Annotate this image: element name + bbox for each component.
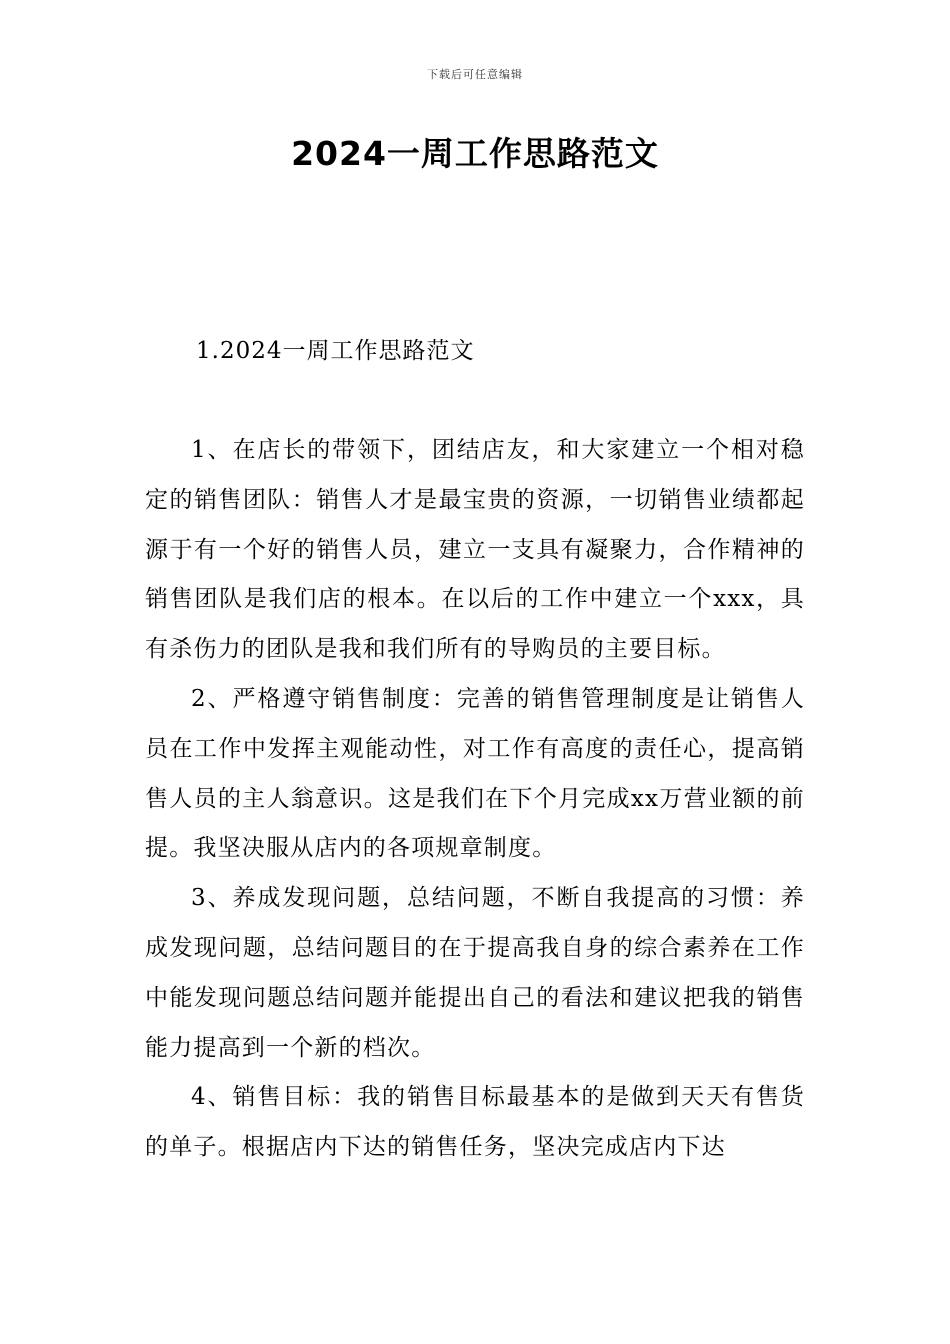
header-note: 下载后可任意编辑 [427, 68, 523, 81]
document-body [145, 426, 805, 1173]
document-title: 2024一周工作思路范文 [291, 134, 659, 173]
section-heading: 1.2024一周工作思路范文 [196, 338, 475, 364]
paragraph-4: 4、销售目标：我的销售目标最基本的是做到天天有售货的单子。根据店内下达的销售任务，坚决完成店内下达 [145, 1084, 805, 1161]
paragraph-2: 2、严格遵守销售制度：完善的销售管理制度是让销售人员在工作中发挥主观能动性，对工作有高度的责任心，提高销售人员的主人翁意识。这是我们在下个月完成xx万营业额的前提。我坚决服从店内的各项规章制度。 [145, 685, 805, 862]
paragraph-3: 3、养成发现问题，总结问题，不断自我提高的习惯：养成发现问题，总结问题目的在于提高我自身的综合素养在工作中能发现问题总结问题并能提出自己的看法和建议把我的销售能力提高到一个新的档次。 [145, 885, 805, 1061]
paragraph-1: 1、在店长的带领下，团结店友，和大家建立一个相对稳定的销售团队：销售人才是最宝贵的资源，一切销售业绩都起源于有一个好的销售人员，建立一支具有凝聚力，合作精神的销售团队是我们店的根本。在以后的工作中建立一个xxx，具有杀伤力的团队是我和我们所有的导购员的主要目标。 [145, 437, 805, 663]
